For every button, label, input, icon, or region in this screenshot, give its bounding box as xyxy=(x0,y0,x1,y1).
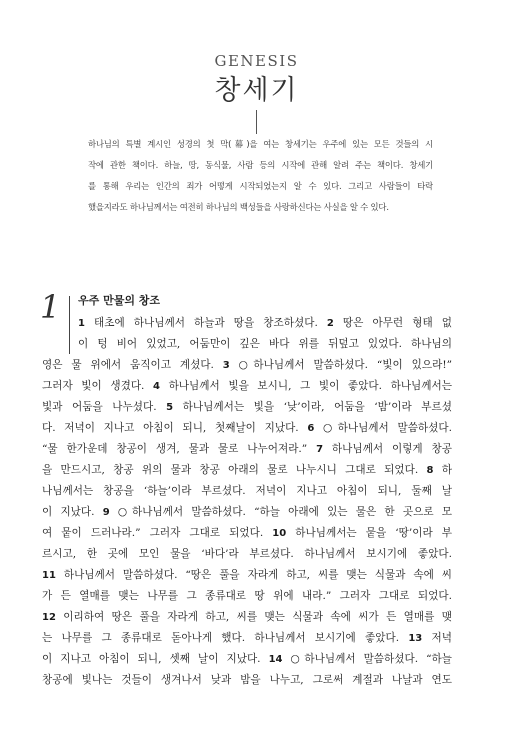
text-line xyxy=(42,649,452,670)
verse-text: 하나님께서 이렇게 창공 xyxy=(323,443,452,455)
text-line xyxy=(42,628,452,649)
text-line xyxy=(42,502,452,523)
verse-text: 하나님께서 빛을 보시니, 그 빛이 좋았다. 하나님께서는 xyxy=(159,380,452,392)
text-line xyxy=(42,376,452,397)
text-line xyxy=(42,418,452,439)
intro-line: 작에 관한 책이다. 하늘, 땅, 동식물, 사람 등의 시작에 관해 알려 주는 책이다. 창세기 xyxy=(88,160,433,170)
verse-number: 4 xyxy=(153,381,160,392)
verse-number: 1 xyxy=(78,318,85,329)
verse-text: 이리하여 땅은 풀을 자라게 하고, 씨를 맺는 식물과 속에 씨가 든 열매를 맺 xyxy=(55,611,452,623)
verse-number: 13 xyxy=(408,633,423,644)
intro-line: 하나님의 특별 계시인 성경의 첫 막(幕)을 여는 창세기는 우주에 있는 모든 것들의 시 xyxy=(88,139,433,149)
korean-book-title: 창세기 xyxy=(214,75,299,106)
verse-text: 르시고, 한 곳에 모인 물을 ‘바다’라 부르셨다. 하나님께서 보시기에 좋았다. xyxy=(42,548,452,560)
verse-text: 이 텅 비어 있었고, 어둠만이 깊은 바다 위를 뒤덮고 있었다. 하나님의 xyxy=(78,338,452,350)
chapter-number: 1 xyxy=(40,288,61,326)
verse-text: 저녁 xyxy=(422,632,452,644)
verse-text: 다. 저녁이 지나고 아침이 되니, 첫째날이 지났다. xyxy=(42,422,308,434)
verse-number: 9 xyxy=(102,507,110,518)
verse-text: ○하나님께서 말씀하셨다. “하늘 xyxy=(282,653,452,665)
book-introduction xyxy=(88,136,433,220)
verse-text: 는 나무를 그 종류대로 돋아나게 했다. 하나님께서 보시기에 좋았다. xyxy=(42,632,409,644)
verse-text: 창공에 빛나는 것들이 생겨나서 낮과 밤을 나누고, 그로써 계절과 나날과 연도 xyxy=(42,674,452,686)
verse-number: 14 xyxy=(268,654,283,665)
verse-text: 하나님께서 말씀하셨다. “땅은 풀을 자라게 하고, 씨를 맺는 식물과 속에 씨 xyxy=(55,569,452,581)
verse-text: 하나님께서는 빛을 ‘낮’이라, 어둠을 ‘밤’이라 부르셨 xyxy=(173,401,452,413)
text-line xyxy=(42,355,452,376)
verse-text: 빛과 어둠을 나누셨다. xyxy=(42,401,167,413)
verse-text: “물 한가운데 창공이 생겨, 물과 물로 나누어져라.” xyxy=(42,443,317,455)
text-line xyxy=(42,670,452,691)
verse-text: 그러자 빛이 생겼다. xyxy=(42,380,154,392)
english-book-title: GENESIS xyxy=(214,52,299,70)
text-line xyxy=(42,439,452,460)
verse-number: 12 xyxy=(42,612,56,623)
verse-number: 5 xyxy=(166,402,174,413)
text-line xyxy=(42,460,452,481)
verse-text: 하나님께서는 뭍을 ‘땅’이라 부 xyxy=(286,527,452,539)
intro-line: 했을지라도 하나님께서는 여전히 하나님의 백성들을 사랑하신다는 사실을 알 수 있다. xyxy=(88,202,389,212)
verse-text: 하 xyxy=(433,464,452,476)
scripture-text xyxy=(42,313,452,691)
verse-text: 이 지났다. xyxy=(42,506,103,518)
verse-number: 6 xyxy=(307,423,315,434)
verse-text: 땅은 아무런 형태 없 xyxy=(333,317,452,329)
verse-text: 여 뭍이 드러나라.” 그러자 그대로 되었다. xyxy=(42,527,273,539)
verse-text: 나님께서는 창공을 ‘하늘’이라 부르셨다. 저녁이 지나고 아침이 되니, 둘째 날 xyxy=(42,485,452,497)
text-line xyxy=(42,565,452,586)
text-line xyxy=(42,481,452,502)
title-divider-line xyxy=(256,110,257,134)
verse-number: 8 xyxy=(426,465,434,476)
text-line xyxy=(42,586,452,607)
text-line xyxy=(42,334,452,355)
verse-text: 영은 물 위에서 움직이고 계셨다. xyxy=(42,359,223,371)
verse-text: ○하나님께서 말씀하셨다. xyxy=(314,422,452,434)
verse-text: 이 지나고 아침이 되니, 셋째 날이 지났다. xyxy=(42,653,269,665)
text-line xyxy=(42,523,452,544)
text-line xyxy=(42,607,452,628)
text-line xyxy=(42,397,452,418)
verse-text: ○하나님께서 말씀하셨다. “빛이 있으라!” xyxy=(229,359,452,371)
verse-text: ○하나님께서 말씀하셨다. “하늘 아래에 있는 물은 한 곳으로 모 xyxy=(109,506,452,518)
verse-number: 2 xyxy=(326,318,334,329)
verse-number: 11 xyxy=(42,570,56,581)
verse-number: 7 xyxy=(316,444,324,455)
verse-text: 을 만드시고, 창공 위의 물과 창공 아래의 물로 나누시니 그대로 되었다. xyxy=(42,464,427,476)
text-line xyxy=(42,313,452,334)
text-line xyxy=(42,544,452,565)
verse-number: 10 xyxy=(272,528,287,539)
verse-text: 가 든 열매를 맺는 나무를 그 종류대로 땅 위에 내라.” 그러자 그대로 되었다. xyxy=(42,590,452,602)
verse-text: 태초에 하나님께서 하늘과 땅을 창조하셨다. xyxy=(84,317,327,329)
verse-number: 3 xyxy=(222,360,230,371)
section-heading: 우주 만물의 창조 xyxy=(78,294,161,307)
intro-line: 를 통해 우리는 인간의 죄가 어떻게 시작되었는지 알 수 있다. 그리고 사람들이 타락 xyxy=(88,181,433,191)
